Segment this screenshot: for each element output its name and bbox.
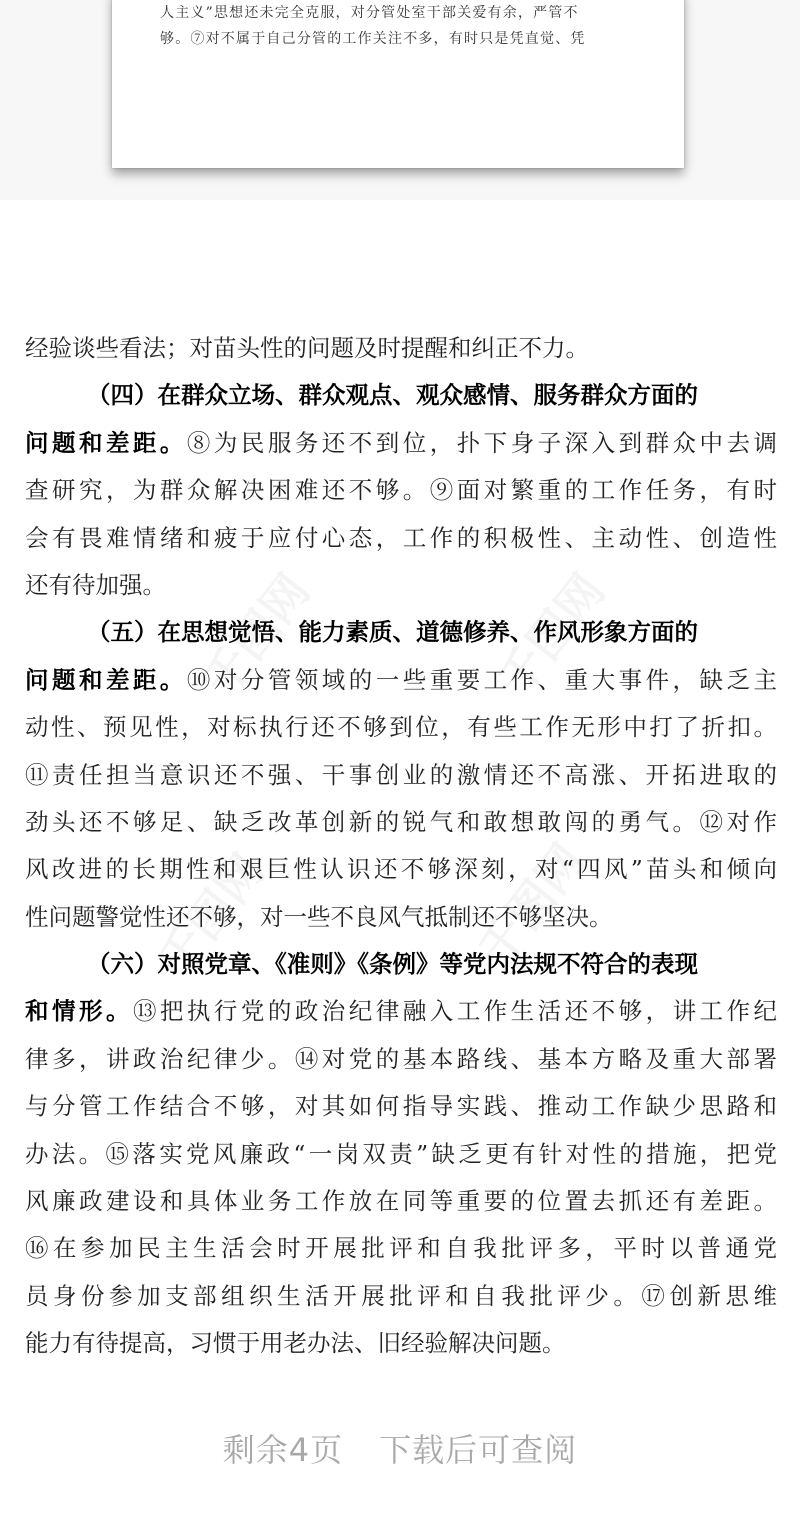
body-line: 办法。⑮落实党风廉政“一岗双责”缺乏更有针对性的措施，把党 bbox=[25, 1139, 777, 1168]
body-line: ⑯在参加民主生活会时开展批评和自我批评多，平时以普通党 bbox=[25, 1234, 777, 1263]
body-line: 劲头还不够足、缺乏改革创新的锐气和敢想敢闯的勇气。⑫对作 bbox=[25, 807, 777, 836]
body-line: 经验谈些看法；对苗头性的问题及时提醒和纠正不力。 bbox=[25, 334, 589, 362]
body-line: 还有待加强。 bbox=[25, 570, 166, 599]
body-line: 风廉政建设和具体业务工作放在同等重要的位置去抓还有差距。 bbox=[25, 1187, 777, 1216]
body-line: 员身份参加支部组织生活开展批评和自我批评少。⑰创新思维 bbox=[25, 1281, 777, 1310]
remaining-pages-label: 剩余4页 bbox=[222, 1431, 344, 1469]
document-page-preview bbox=[112, 0, 684, 168]
download-prompt[interactable] bbox=[0, 1425, 800, 1471]
body-line: 动性、预见性，对标执行还不够到位，有些工作无形中打了折扣。 bbox=[25, 713, 777, 742]
body-line: 能力有待提高，习惯于用老办法、旧经验解决问题。 bbox=[25, 1329, 566, 1358]
download-to-read-label[interactable]: 下载后可查阅 bbox=[379, 1431, 578, 1469]
body-line: 性问题警觉性还不够，对一些不良风气抵制还不够坚决。 bbox=[25, 902, 613, 931]
body-line: 律多，讲政治纪律少。⑭对党的基本路线、基本方略及重大部署 bbox=[25, 1044, 777, 1073]
section-heading: （六）对照党章、《准则》《条例》等党内法规不符合的表现 bbox=[87, 950, 698, 979]
body-line: 查研究，为群众解决困难还不够。⑨面对繁重的工作任务，有时 bbox=[25, 476, 777, 505]
section-heading: （四）在群众立场、群众观点、观众感情、服务群众方面的 bbox=[87, 381, 698, 410]
body-line: 和情形。⑬把执行党的政治纪律融入工作生活还不够，讲工作纪 bbox=[25, 997, 778, 1026]
preview-line-1: 人主义”思想还未完全克服，对分管处室干部关爱有余，严管不 bbox=[160, 5, 579, 21]
body-line: ⑪责任担当意识还不强、干事创业的激情还不高涨、开拓进取的 bbox=[25, 760, 777, 789]
body-line: 问题和差距。⑧为民服务还不到位，扑下身子深入到群众中去调 bbox=[25, 428, 778, 457]
body-line: 风改进的长期性和艰巨性认识还不够深刻，对“四风”苗头和倾向 bbox=[25, 855, 777, 884]
document-preview-area bbox=[0, 0, 800, 200]
section-heading: （五）在思想觉悟、能力素质、道德修养、作风形象方面的 bbox=[87, 618, 698, 647]
body-line: 问题和差距。⑩对分管领域的一些重要工作、重大事件，缺乏主 bbox=[25, 665, 778, 694]
body-line: 与分管工作结合不够，对其如何指导实践、推动工作缺少思路和 bbox=[25, 1092, 777, 1121]
body-line: 会有畏难情绪和疲于应付心态，工作的积极性、主动性、创造性 bbox=[25, 523, 777, 552]
document-body bbox=[25, 325, 785, 1368]
preview-line-2: 够。⑦对不属于自己分管的工作关注不多，有时只是凭直觉、凭 bbox=[160, 31, 586, 47]
